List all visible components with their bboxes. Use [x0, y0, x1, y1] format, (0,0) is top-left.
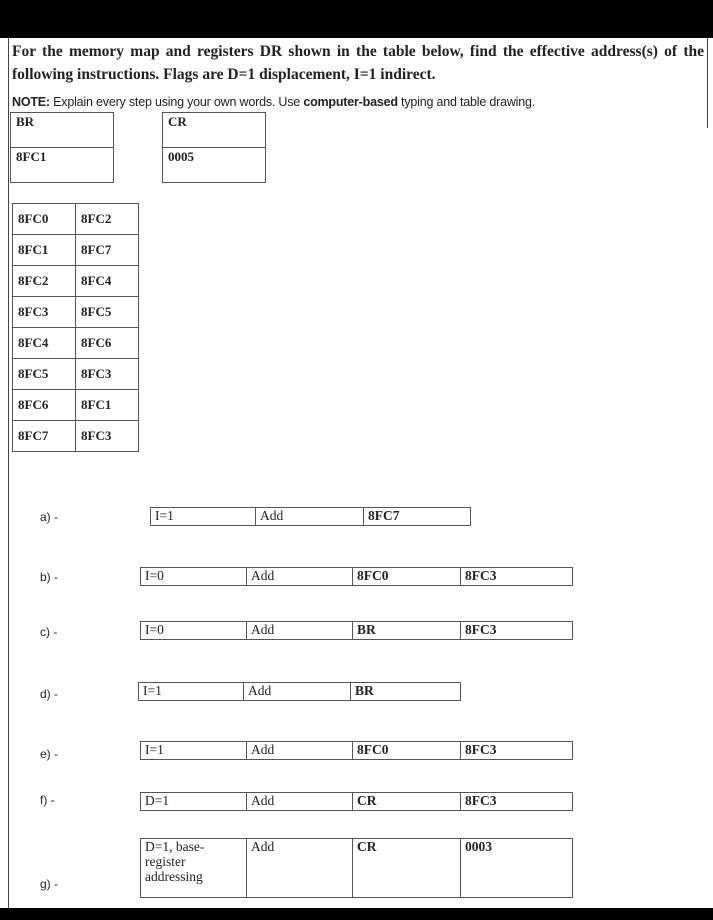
instruction-field: Add [247, 568, 353, 586]
instruction-field: BR [353, 622, 461, 640]
instruction-label: e) - [40, 747, 58, 761]
br-label: BR [11, 113, 114, 148]
memory-address: 8FC5 [13, 359, 76, 390]
memory-row [13, 297, 139, 328]
instruction-field: D=1, base-register addressing [141, 839, 247, 898]
memory-content: 8FC2 [76, 204, 139, 235]
top-black-bar [0, 0, 713, 38]
page-left-border [8, 38, 9, 908]
instruction-field: D=1 [141, 793, 247, 811]
cr-label: CR [163, 113, 266, 148]
note-text-end: typing and table drawing. [397, 95, 536, 109]
memory-content: 8FC3 [76, 359, 139, 390]
instruction-field: 8FC0 [353, 568, 461, 586]
memory-content: 8FC7 [76, 235, 139, 266]
memory-address: 8FC7 [13, 421, 76, 452]
memory-content: 8FC3 [76, 421, 139, 452]
instruction-field: Add [244, 683, 351, 701]
note-bold: computer-based [303, 95, 398, 109]
instruction-label: f) - [40, 793, 55, 807]
instruction-field: Add [256, 508, 364, 526]
memory-content: 8FC6 [76, 328, 139, 359]
instruction-field: BR [351, 683, 461, 701]
instruction-field: 8FC7 [364, 508, 471, 526]
instruction-format-table [140, 621, 573, 640]
instruction-field: CR [353, 793, 461, 811]
instruction-field: 0003 [461, 839, 573, 898]
instruction-label: c) - [40, 625, 58, 639]
instruction-field: I=1 [151, 508, 256, 526]
memory-address: 8FC0 [13, 204, 76, 235]
instruction-format-table [140, 792, 573, 811]
instruction-label: d) - [40, 687, 58, 701]
memory-content: 8FC4 [76, 266, 139, 297]
instruction-field: Add [247, 622, 353, 640]
instruction-field: 8FC3 [461, 793, 573, 811]
instruction-field: Add [247, 839, 353, 898]
memory-address: 8FC2 [13, 266, 76, 297]
memory-map-table [12, 203, 139, 452]
instruction-field: I=1 [141, 742, 247, 760]
cr-register-table [162, 112, 266, 183]
note [12, 95, 535, 109]
instruction-field: 8FC3 [461, 568, 573, 586]
instruction-field: Add [247, 793, 353, 811]
instruction-label: a) - [40, 510, 58, 524]
memory-address: 8FC4 [13, 328, 76, 359]
instruction-field: 8FC3 [461, 622, 573, 640]
memory-row [13, 266, 139, 297]
instruction-field: I=1 [139, 683, 244, 701]
instruction-format-table [138, 682, 461, 701]
instruction-field: I=0 [141, 622, 247, 640]
instruction-label: b) - [40, 570, 58, 584]
br-value: 8FC1 [11, 148, 114, 183]
br-register-table [10, 112, 114, 183]
instruction-label: g) - [40, 877, 58, 891]
memory-row [13, 421, 139, 452]
instruction-format-table [140, 741, 573, 760]
memory-row [13, 359, 139, 390]
note-label: NOTE: [12, 95, 50, 109]
memory-row [13, 390, 139, 421]
cr-value: 0005 [163, 148, 266, 183]
instruction-field: CR [353, 839, 461, 898]
question-intro: For the memory map and registers DR shown in the table below, find the effective address(s) of the following instructions. Flags are D=1 displacement, I=1 indirect. [12, 43, 704, 83]
instruction-format-table [150, 507, 471, 526]
memory-content: 8FC5 [76, 297, 139, 328]
memory-address: 8FC6 [13, 390, 76, 421]
note-text: Explain every step using your own words. Use [49, 95, 304, 109]
instruction-field: I=0 [141, 568, 247, 586]
instruction-field: Add [247, 742, 353, 760]
bottom-black-bar [0, 908, 713, 920]
page-right-border [707, 38, 708, 128]
instruction-field: 8FC3 [461, 742, 573, 760]
instruction-format-table [140, 567, 573, 586]
memory-row [13, 204, 139, 235]
instruction-format-table [140, 838, 573, 898]
memory-content: 8FC1 [76, 390, 139, 421]
memory-row [13, 328, 139, 359]
memory-address: 8FC3 [13, 297, 76, 328]
memory-row [13, 235, 139, 266]
memory-address: 8FC1 [13, 235, 76, 266]
instruction-field: 8FC0 [353, 742, 461, 760]
